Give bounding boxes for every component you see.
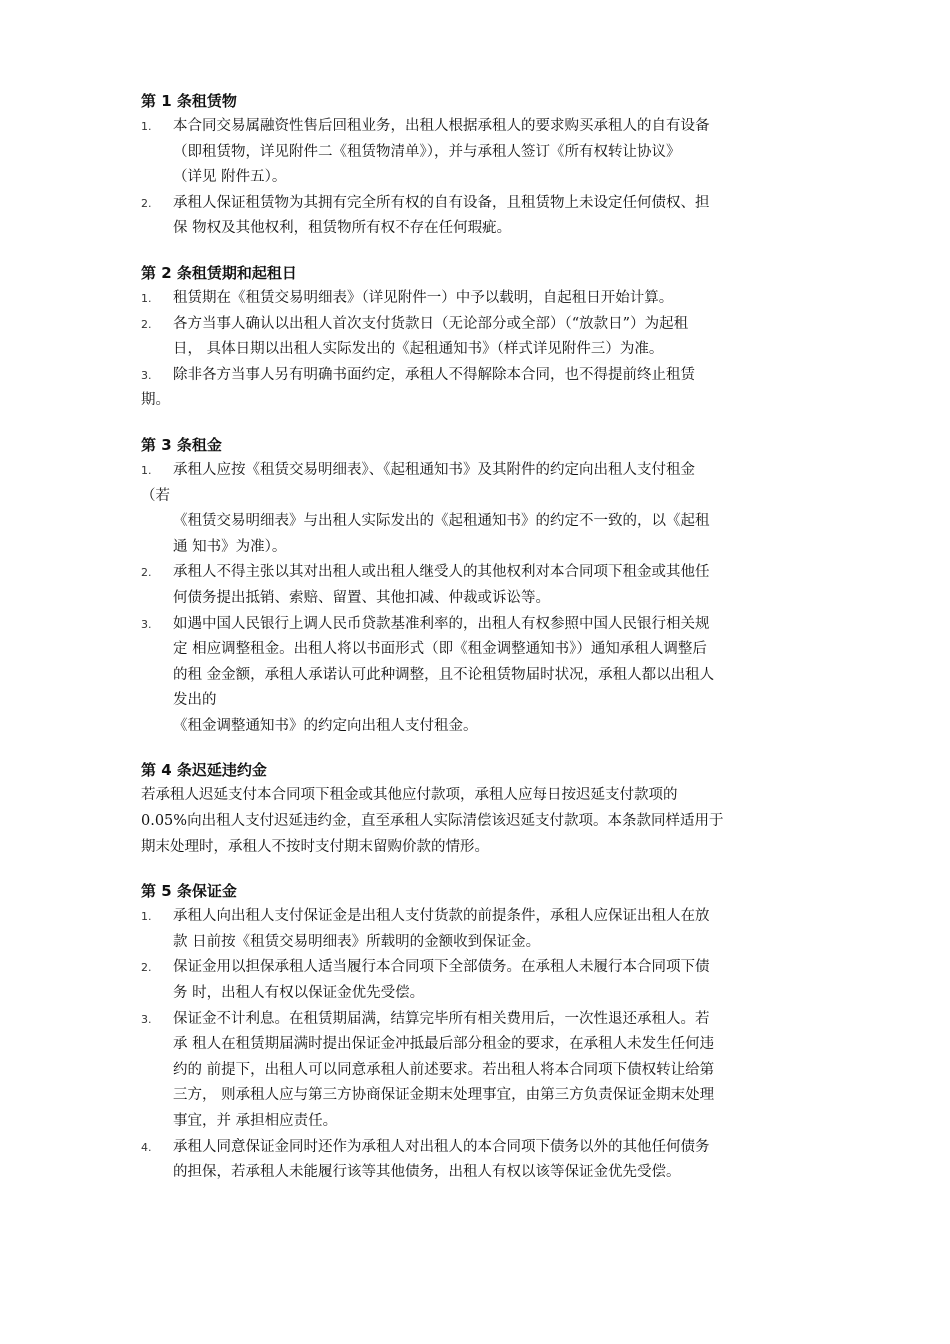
clause-item xyxy=(141,312,821,363)
clause-text-line: 保证金不计利息。在租赁期届满，结算完毕所有相关费用后，一次性退还承租人。若 xyxy=(173,1010,710,1027)
clause-item xyxy=(141,1007,821,1135)
clause-item xyxy=(141,191,821,242)
clause-text-line: 如遇中国人民银行上调人民币贷款基准利率的，出租人有权参照中国人民银行相关规 xyxy=(173,615,710,632)
clause-number: 2. xyxy=(141,317,152,331)
clause-number: 1. xyxy=(141,120,152,133)
clause-item xyxy=(141,458,821,560)
clause-number: 1. xyxy=(141,463,152,477)
clause-number: 1. xyxy=(141,910,152,924)
clause-item xyxy=(141,286,821,312)
clause-text-line: 除非各方当事人另有明确书面约定，承租人不得解除本合同，也不得提前终止租赁 xyxy=(173,366,695,383)
clause-text-line: 《租金调整通知书》的约定向出租人支付租金。 xyxy=(173,717,478,734)
clause-number: 1. xyxy=(141,291,152,305)
clause-text-line: 本合同交易属融资性售后回租业务，出租人根据承租人的要求购买承租人的自有设备 xyxy=(173,118,710,134)
clause-item xyxy=(141,955,821,1006)
clause-text-line: 承 租人在租赁期届满时提出保证金冲抵最后部分租金的要求，在承租人未发生任何违 xyxy=(173,1036,715,1053)
clause-item xyxy=(141,560,821,611)
clause-text-line: 事宜，并 承担相应责任。 xyxy=(173,1113,338,1129)
clause-number: 3. xyxy=(141,1012,152,1026)
clause-text-line: 约的 前提下，出租人可以同意承租人前述要求。若出租人将本合同项下债权转让给第 xyxy=(173,1061,715,1078)
article-heading: 第 5 条保证金 xyxy=(141,882,237,901)
article-heading: 第 2 条租赁期和起租日 xyxy=(141,263,297,282)
clause-text-line: 承租人同意保证金同时还作为承租人对出租人的本合同项下债务以外的其他任何债务 xyxy=(173,1138,710,1155)
paragraph-line: 0.05%向出租人支付迟延违约金，直至承租人实际清偿该迟延支付款项。本条款同样适用于 xyxy=(141,813,724,830)
clause-text-line: 的租 金金额，承租人承诺认可此种调整，且不论租赁物届时状况，承租人都以出租人 xyxy=(173,666,715,683)
paragraph-line: 期末处理时，承租人不按时支付期末留购价款的情形。 xyxy=(141,838,489,855)
clause-text-line: 承租人向出租人支付保证金是出租人支付货款的前提条件，承租人应保证出租人在放 xyxy=(173,908,710,925)
clause-text-line: 保 物权及其他权利，租赁物所有权不存在任何瑕疵。 xyxy=(173,220,512,237)
clause-text-line: 承租人应按《租赁交易明细表》、《起租通知书》及其附件的约定向出租人支付租金 xyxy=(173,461,695,478)
clause-text-line: 发出的 xyxy=(173,692,217,709)
clause-item xyxy=(141,363,821,414)
clause-text-line: 各方当事人确认以出租人首次支付货款日（无论部分或全部）（“放款日”）为起租 xyxy=(173,315,689,332)
clause-text-line: 租赁期在《租赁交易明细表》（详见附件一）中予以载明，自起租日开始计算。 xyxy=(173,289,674,306)
clause-text-line: 务 时，出租人有权以保证金优先受偿。 xyxy=(173,985,425,1002)
clause-text-line: 款 日前按《租赁交易明细表》所载明的金额收到保证金。 xyxy=(173,933,541,950)
clause-number: 2. xyxy=(141,961,152,975)
clause-number: 2. xyxy=(141,196,152,210)
clause-text-line: （即租赁物，详见附件二《租赁物清单》），并与承租人签订《所有权转让协议》 xyxy=(173,143,681,160)
clause-text-line: （详见 附件五）。 xyxy=(173,169,287,186)
clause-text-line: 通 知书》为准）。 xyxy=(173,538,287,555)
article-section xyxy=(141,260,821,414)
article-section xyxy=(141,878,821,1186)
article-section xyxy=(141,757,821,860)
clause-text-line: 的担保，若承租人未能履行该等其他债务，出租人有权以该等保证金优先受偿。 xyxy=(173,1164,681,1181)
article-heading: 第 4 条迟延违约金 xyxy=(141,761,267,780)
article-paragraph xyxy=(141,783,821,860)
clause-item xyxy=(141,904,821,955)
contract-document xyxy=(141,88,821,1204)
clause-text-line: 三方， 则承租人应与第三方协商保证金期末处理事宜，由第三方负责保证金期末处理 xyxy=(173,1087,715,1104)
clause-text-line: 保证金用以担保承租人适当履行本合同项下全部债务。在承租人未履行本合同项下债 xyxy=(173,959,710,976)
clause-item xyxy=(141,1135,821,1186)
clause-text-line: 日， 具体日期以出租人实际发出的《起租通知书》（样式详见附件三）为准。 xyxy=(173,341,664,358)
clause-number: 2. xyxy=(141,566,152,580)
clause-item xyxy=(141,612,821,740)
clause-number: 4. xyxy=(141,1140,152,1154)
clause-item xyxy=(141,114,821,191)
clause-text-line: 期。 xyxy=(141,392,170,409)
article-section xyxy=(141,88,821,242)
article-heading: 第 1 条租赁物 xyxy=(141,92,237,110)
article-heading: 第 3 条租金 xyxy=(141,435,222,454)
clause-number: 3. xyxy=(141,617,152,631)
clause-text-line: 承租人不得主张以其对出租人或出租人继受人的其他权利对本合同项下租金或其他任 xyxy=(173,564,710,581)
clause-number: 3. xyxy=(141,368,152,382)
clause-text-line: 承租人保证租赁物为其拥有完全所有权的自有设备，且租赁物上未设定任何债权、担 xyxy=(173,194,710,211)
paragraph-line: 若承租人迟延支付本合同项下租金或其他应付款项，承租人应每日按迟延支付款项的 xyxy=(141,787,678,804)
clause-text-line: 定 相应调整租金。出租人将以书面形式（即《租金调整通知书》）通知承租人调整后 xyxy=(173,641,707,658)
clause-text-line: （若 xyxy=(141,487,170,504)
article-section xyxy=(141,432,821,740)
clause-text-line: 《租赁交易明细表》与出租人实际发出的《起租通知书》的约定不一致的，以《起租 xyxy=(173,513,710,530)
clause-text-line: 何债务提出抵销、索赔、留置、其他扣减、仲裁或诉讼等。 xyxy=(173,589,550,606)
